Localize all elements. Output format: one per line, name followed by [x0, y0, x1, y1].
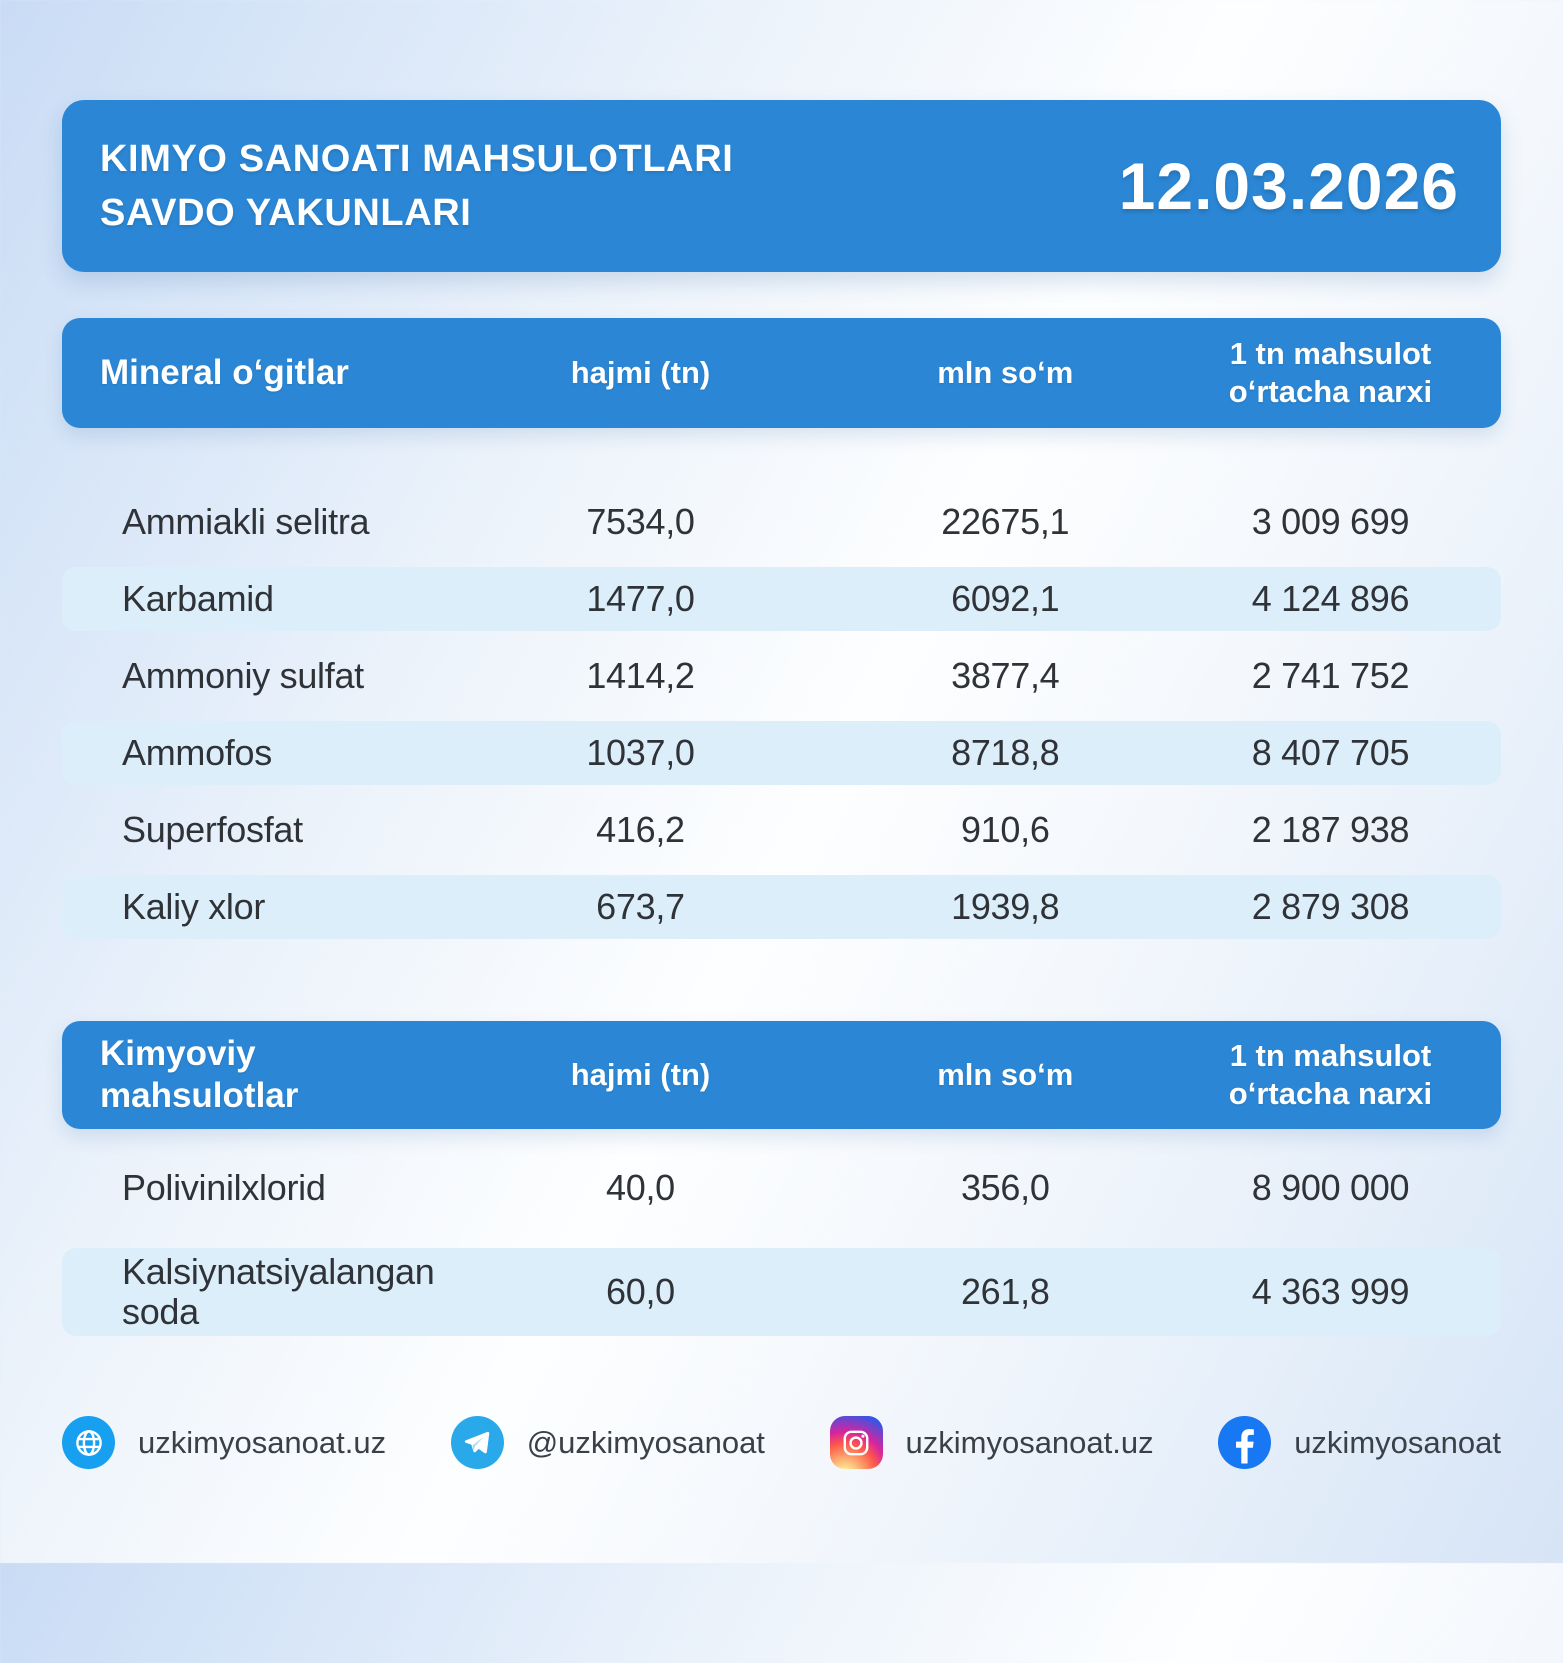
- table-row: [62, 567, 1501, 631]
- chemical-products-table: [0, 1021, 1563, 1336]
- product-name: Ammofos: [122, 732, 272, 773]
- sum-value: 8718,8: [951, 732, 1060, 773]
- product-name: Kalsiynatsiyalangan soda: [122, 1251, 435, 1332]
- instagram-icon: [830, 1416, 883, 1469]
- sum-value: 261,8: [960, 1271, 1050, 1312]
- column-header-volume: hajmi (tn): [570, 1057, 711, 1092]
- product-name: Ammoniy sulfat: [122, 655, 364, 696]
- telegram-label: @uzkimyosanoat: [526, 1424, 765, 1460]
- page-title: [100, 132, 733, 240]
- product-name: Kaliy xlor: [122, 886, 266, 927]
- globe-icon: [62, 1416, 115, 1469]
- page-title-line2: SAVDO YAKUNLARI: [100, 192, 472, 234]
- chemical-table-body: [62, 1129, 1501, 1336]
- price-value: 8 900 000: [1251, 1167, 1410, 1208]
- table-row: [62, 1156, 1501, 1220]
- sum-value: 1939,8: [951, 886, 1060, 927]
- sum-value: 6092,1: [951, 578, 1060, 619]
- sum-value: 3877,4: [951, 655, 1060, 696]
- table-row: [62, 721, 1501, 785]
- page-title-line1: KIMYO SANOATI MAHSULOTLARI: [100, 138, 734, 180]
- product-name: Superfosfat: [122, 809, 303, 850]
- facebook-icon: [1218, 1416, 1271, 1469]
- mineral-table-header: [62, 318, 1501, 428]
- price-value: 3 009 699: [1251, 501, 1410, 542]
- header-card: [62, 100, 1501, 272]
- instagram-label: uzkimyosanoat.uz: [905, 1424, 1154, 1460]
- volume-value: 416,2: [596, 809, 685, 850]
- volume-value: 673,7: [596, 886, 685, 927]
- table-row: [62, 798, 1501, 862]
- chemical-table-header: [62, 1021, 1501, 1129]
- volume-value: 1037,0: [586, 732, 695, 773]
- table-row: [62, 490, 1501, 554]
- telegram-icon: [451, 1416, 504, 1469]
- price-value: 2 741 752: [1251, 655, 1410, 696]
- column-header-volume: hajmi (tn): [570, 355, 711, 390]
- table-row: [62, 875, 1501, 939]
- product-name: Polivinilxlorid: [122, 1167, 326, 1208]
- table-row: [62, 1248, 1501, 1336]
- column-header-category: Mineral oʻgitlar: [100, 353, 349, 392]
- price-value: 4 124 896: [1251, 578, 1410, 619]
- table-row: [62, 644, 1501, 708]
- column-header-price: 1 tn mahsulot oʻrtacha narxi: [1228, 1038, 1433, 1111]
- sum-value: 356,0: [960, 1167, 1050, 1208]
- product-name: Ammiakli selitra: [122, 501, 370, 542]
- telegram-link[interactable]: [451, 1416, 765, 1469]
- volume-value: 1414,2: [586, 655, 695, 696]
- product-name: Karbamid: [122, 578, 274, 619]
- volume-value: 7534,0: [586, 501, 695, 542]
- mineral-table-body: [62, 428, 1501, 939]
- mineral-fertilizers-table: [0, 318, 1563, 939]
- sum-value: 22675,1: [941, 501, 1070, 542]
- website-link[interactable]: [62, 1416, 386, 1469]
- price-value: 2 879 308: [1251, 886, 1410, 927]
- social-footer: [62, 1416, 1501, 1469]
- price-value: 8 407 705: [1251, 732, 1410, 773]
- website-label: uzkimyosanoat.uz: [138, 1424, 387, 1460]
- column-header-category: Kimyoviy mahsulotlar: [100, 1034, 299, 1115]
- volume-value: 40,0: [606, 1167, 675, 1208]
- sum-value: 910,6: [960, 809, 1050, 850]
- volume-value: 60,0: [606, 1271, 675, 1312]
- column-header-sum: mln soʻm: [937, 1057, 1074, 1092]
- volume-value: 1477,0: [586, 578, 695, 619]
- price-value: 2 187 938: [1251, 809, 1410, 850]
- column-header-price: 1 tn mahsulot oʻrtacha narxi: [1228, 336, 1433, 409]
- instagram-link[interactable]: [830, 1416, 1154, 1469]
- column-header-sum: mln soʻm: [937, 355, 1074, 390]
- facebook-label: uzkimyosanoat: [1294, 1424, 1501, 1460]
- price-value: 4 363 999: [1251, 1271, 1410, 1312]
- facebook-link[interactable]: [1218, 1416, 1501, 1469]
- report-date: 12.03.2026: [1118, 149, 1459, 223]
